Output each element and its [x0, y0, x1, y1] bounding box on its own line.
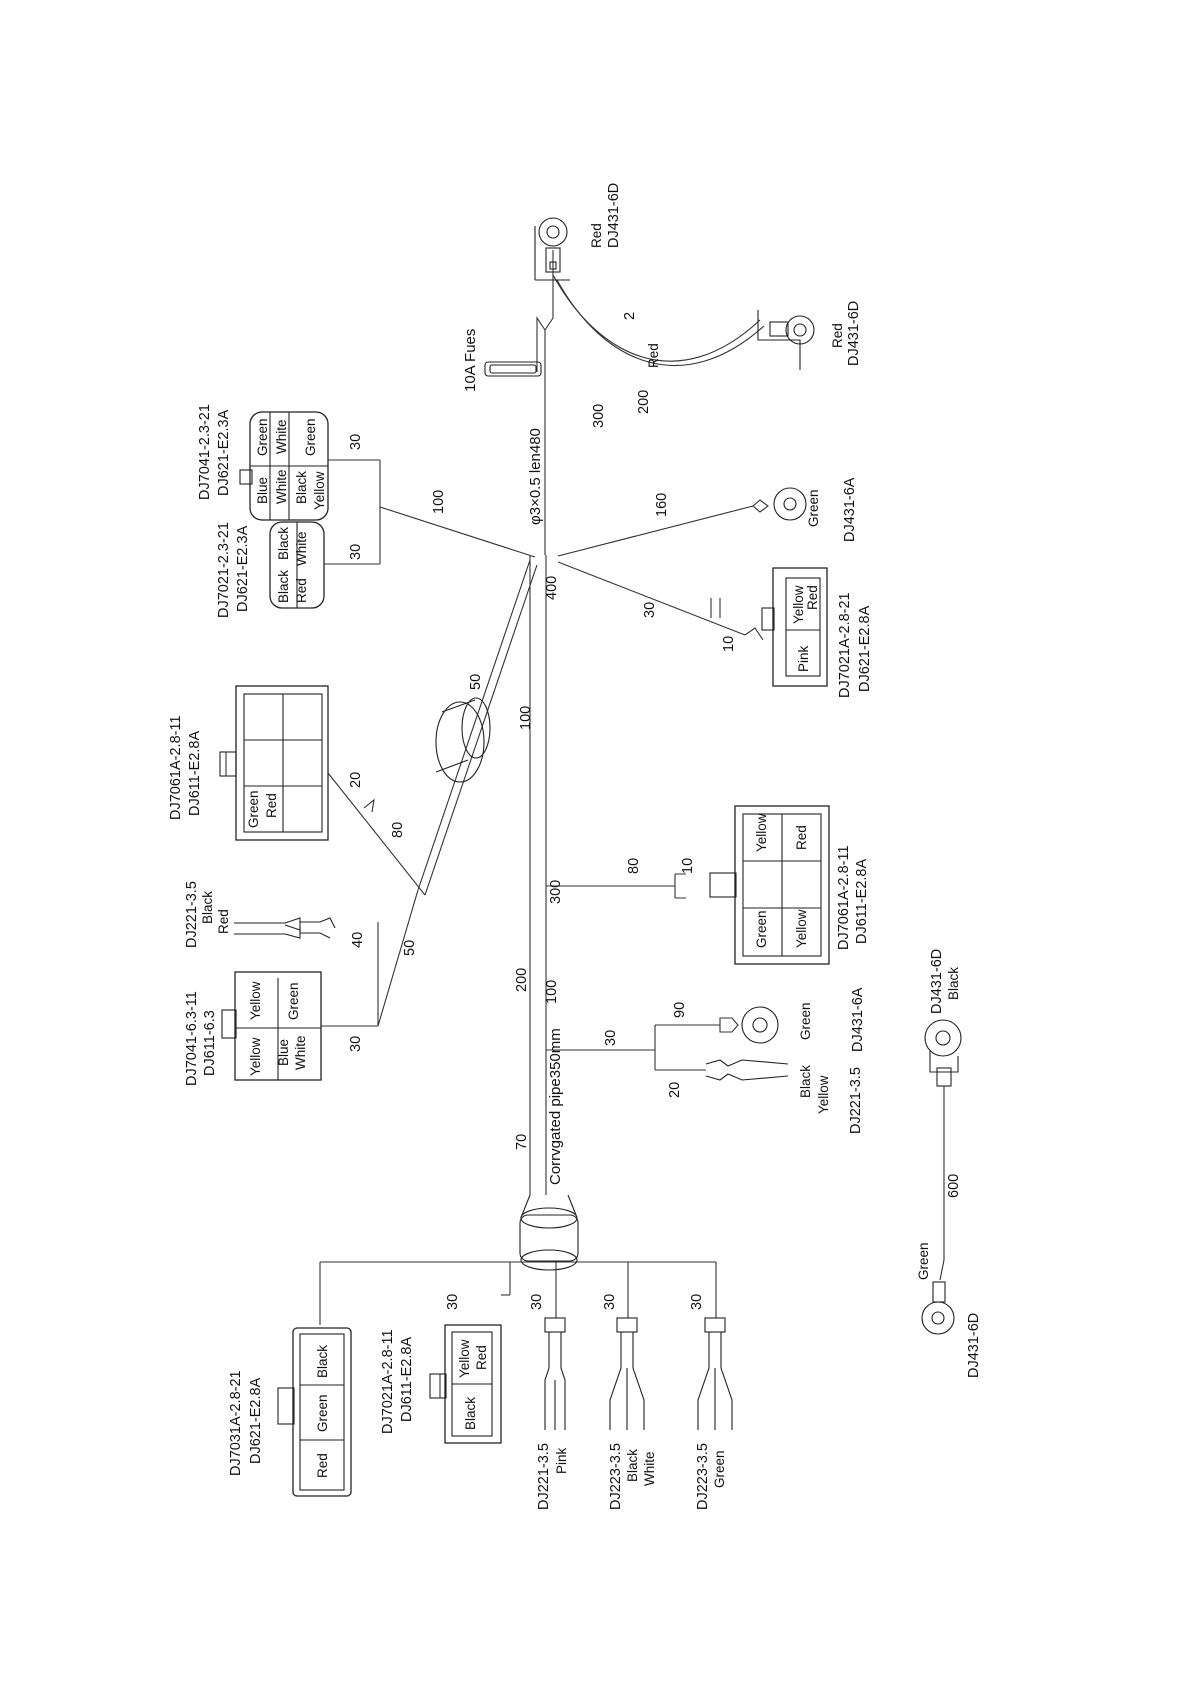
c7061a-mid-part1: DJ7061A-2.8-11: [836, 845, 852, 950]
c7041-63-c4: Blue: [276, 1038, 291, 1066]
c221-mid-yellow: Yellow: [816, 1075, 831, 1114]
c7041-top-c1: Green: [255, 418, 270, 456]
b223b-part: DJ223-3.5: [695, 1443, 711, 1510]
c221-mid-black: Black: [798, 1064, 813, 1098]
dim-100-trunk-b: 100: [544, 979, 560, 1004]
fuse-label: 10A Fues: [462, 328, 479, 392]
dim-160: 160: [654, 492, 670, 517]
c221-left-part: DJ221-3.5: [184, 881, 200, 948]
sleeve-lower: [520, 1195, 578, 1270]
b223a-white: White: [642, 1451, 657, 1486]
main-wire-label: φ3×0.5 len480: [527, 428, 544, 525]
c7061a-mid-c2: Red: [794, 825, 809, 850]
dim-200-fuse: 200: [636, 389, 652, 414]
dim-300-trunk: 300: [548, 879, 564, 904]
dim-10-b: 10: [680, 857, 696, 874]
b223a-black: Black: [625, 1448, 640, 1482]
dim-30-h: 30: [602, 1293, 618, 1310]
c7021-top-c1: Black: [276, 526, 291, 560]
c7021a-right-cell-red: Red: [805, 585, 820, 610]
c7021-top-part2: DJ621-E2.3A: [235, 525, 251, 612]
ring-green-mid-color: Green: [798, 1002, 813, 1040]
c7031a-green: Green: [315, 1394, 330, 1432]
c7021-top-c3: Black: [276, 569, 291, 603]
b221-color: Pink: [554, 1447, 569, 1474]
c7021a-right-cell-yellow: Yellow: [791, 585, 806, 624]
dim-30-f: 30: [445, 1293, 461, 1310]
dim-30-i: 30: [689, 1293, 705, 1310]
dim-90: 90: [672, 1001, 688, 1018]
ring-green-bottom-color: Green: [916, 1242, 931, 1280]
connector-b223b: [698, 1318, 732, 1430]
c7021a-right-part2: DJ621-E2.8A: [857, 605, 873, 692]
c7021a-bottom-yellow: Yellow: [457, 1339, 472, 1378]
dim-70: 70: [514, 1133, 530, 1150]
connector-b223a: [610, 1318, 644, 1430]
c7021a-bottom-part2: DJ611-E2.8A: [399, 1336, 415, 1422]
c7041-top-c6: Black: [294, 470, 309, 504]
corrugated-pipe-label: Corrvgated pipe350mm: [547, 1028, 564, 1185]
bottom-fan: [320, 1262, 716, 1325]
dim-2: 2: [622, 311, 638, 320]
c7041-top-part1: DJ7041-2.3-21: [197, 404, 213, 500]
c7061a-mid-c3: Green: [754, 910, 769, 948]
wire-red-label: Red: [646, 343, 661, 368]
c7031a-part1: DJ7031A-2.8-21: [228, 1370, 244, 1476]
c7061a-mid-c4: Yellow: [794, 909, 809, 948]
ring-black-color: Black: [946, 966, 961, 1000]
ring-right-part: DJ431-6D: [846, 300, 862, 366]
c7061a-left-part2: DJ611-E2.8A: [187, 730, 203, 816]
c7041-63-part1: DJ7041-6.3-11: [184, 991, 200, 1086]
dim-10-a: 10: [721, 635, 737, 652]
connector-dj221-left: [234, 918, 335, 938]
dim-30-e: 30: [603, 1029, 619, 1046]
c7061a-mid-part2: DJ611-E2.8A: [854, 858, 870, 944]
c7041-top-c3: Blue: [255, 476, 270, 504]
c7031a-part2: DJ621-E2.8A: [248, 1377, 264, 1464]
c7041-63-c1: Yellow: [248, 981, 263, 1020]
c7061a-mid-c1: Yellow: [754, 813, 769, 852]
c7041-63-c3: Yellow: [248, 1037, 263, 1076]
connector-b221: [545, 1318, 565, 1430]
c221-left-red: Red: [216, 909, 231, 934]
c7021a-right-cell-pink: Pink: [796, 645, 811, 672]
c7041-63-c2: Green: [286, 982, 301, 1020]
dim-30-c: 30: [642, 601, 658, 618]
c7041-top-c2: White: [274, 419, 289, 454]
c7021a-bottom-part1: DJ7021A-2.8-11: [380, 1329, 396, 1434]
b221-part: DJ221-3.5: [536, 1443, 552, 1510]
dim-100-hub: 100: [431, 489, 447, 514]
ring-green-bottom-part: DJ431-6D: [966, 1312, 982, 1378]
c7041-top-part2: DJ621-E2.3A: [216, 409, 232, 496]
main-trunk: [380, 345, 753, 1195]
dim-30-b: 30: [348, 543, 364, 560]
dim-50-a: 50: [468, 673, 484, 690]
branch-lower-mid: [546, 1007, 788, 1080]
c7041-top-c5: Green: [303, 418, 318, 456]
ring-right-color: Red: [830, 323, 845, 348]
c7031a-black: Black: [315, 1344, 330, 1378]
dim-600: 600: [946, 1173, 962, 1198]
dim-30-d: 30: [348, 1035, 364, 1052]
ring-terminal-right: [758, 310, 814, 370]
dim-20-b: 20: [667, 1081, 683, 1098]
ring-green-color: Green: [806, 489, 821, 527]
c7041-top-c4: White: [274, 469, 289, 504]
dim-30-g: 30: [529, 1293, 545, 1310]
dim-80-b: 80: [626, 857, 642, 874]
sleeve-upper: [436, 698, 490, 782]
c221-mid-part: DJ221-3.5: [848, 1067, 864, 1134]
connector-7061a-mid: [546, 806, 829, 964]
dim-200-trunk: 200: [514, 967, 530, 992]
dim-40: 40: [350, 931, 366, 948]
dim-50-b: 50: [402, 939, 418, 956]
dim-30-a: 30: [348, 433, 364, 450]
c7021a-bottom-black: Black: [463, 1396, 478, 1430]
ring-top-part: DJ431-6D: [606, 182, 622, 248]
c7061a-left-red: Red: [264, 793, 279, 818]
dim-400: 400: [544, 575, 560, 600]
c7041-63-c5: White: [293, 1035, 308, 1070]
c7041-63-part2: DJ611-6.3: [202, 1010, 218, 1076]
c7031a-red: Red: [315, 1453, 330, 1478]
ring-top-color: Red: [589, 223, 604, 248]
b223b-color: Green: [712, 1450, 727, 1488]
ring-green-part: DJ431-6A: [842, 477, 858, 542]
c7061a-left-part1: DJ7061A-2.8-11: [168, 715, 184, 820]
ring-black-part: DJ431-6D: [929, 948, 945, 1014]
c7021-top-c4: Red: [294, 578, 309, 603]
c7061a-left-green: Green: [246, 790, 261, 828]
ring-green-6a: [753, 488, 806, 520]
dim-20-a: 20: [348, 771, 364, 788]
ring-green-mid-part: DJ431-6A: [850, 987, 866, 1052]
dim-300-fuse: 300: [591, 403, 607, 428]
b223a-part: DJ223-3.5: [608, 1443, 624, 1510]
dim-80-a: 80: [390, 821, 406, 838]
c7021-top-part1: DJ7021-2.3-21: [216, 522, 232, 618]
c221-left-black: Black: [200, 890, 215, 924]
c7041-top-c7: Yellow: [312, 471, 327, 510]
dim-100-trunk: 100: [518, 705, 534, 730]
c7021-top-c2: White: [294, 531, 309, 566]
c7021a-bottom-red: Red: [474, 1345, 489, 1370]
c7021a-right-part1: DJ7021A-2.8-21: [837, 592, 853, 698]
